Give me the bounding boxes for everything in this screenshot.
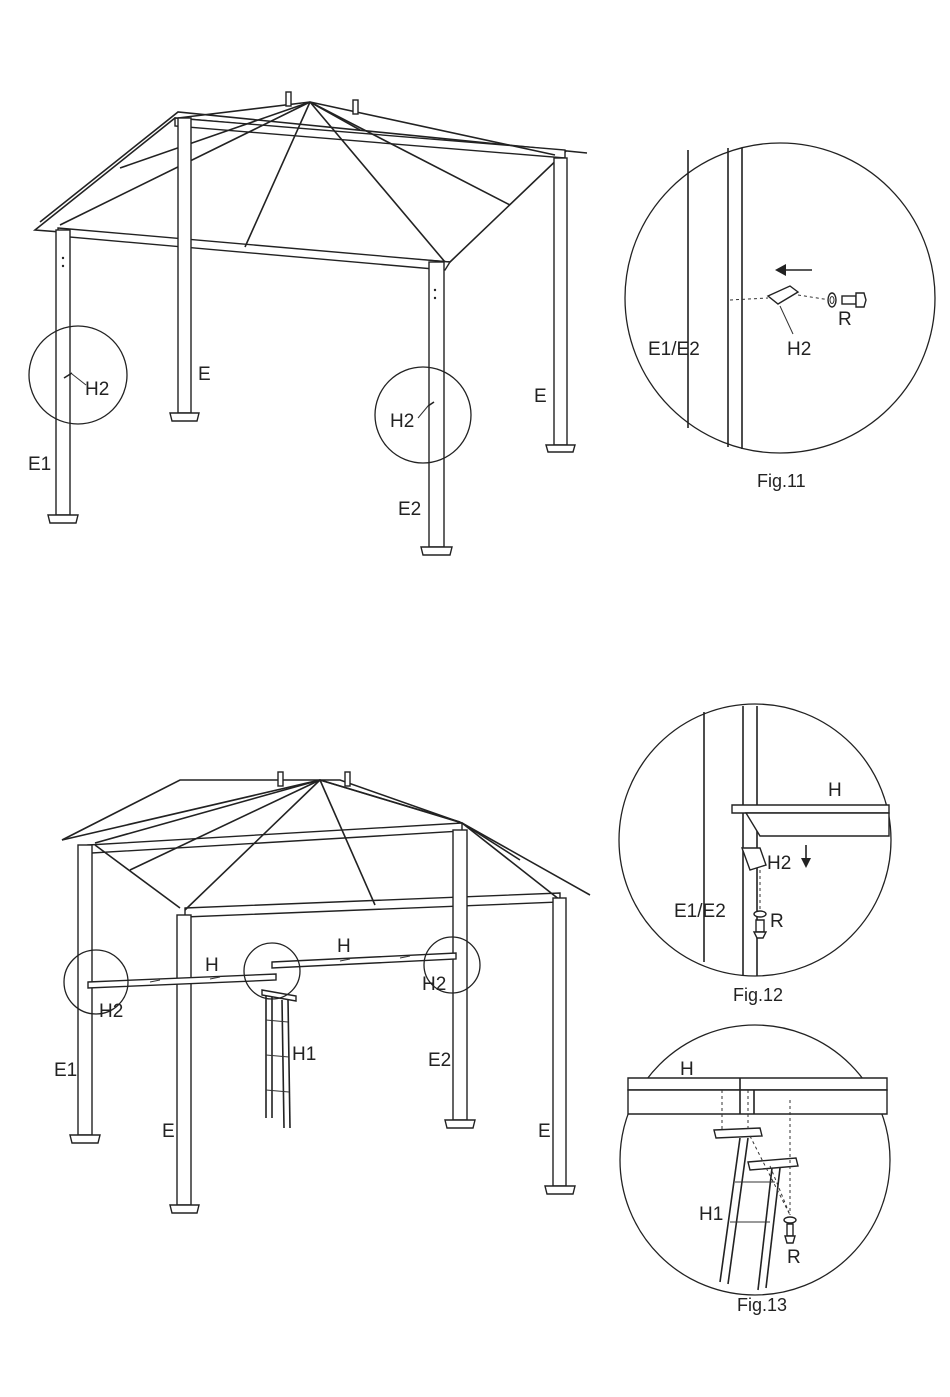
- label-e1e2-fig11: E1/E2: [648, 339, 700, 360]
- label-e1-top: E1: [28, 454, 52, 475]
- label-e-bottom-front: E: [162, 1121, 175, 1142]
- label-r-fig11: R: [838, 309, 852, 330]
- label-h2-bottom-right: H2: [422, 974, 447, 995]
- label-e-bottom-right: E: [538, 1121, 551, 1142]
- label-e1e2-fig12: E1/E2: [674, 901, 726, 922]
- label-e-top-back: E: [198, 364, 211, 385]
- label-h-fig12: H: [828, 780, 842, 801]
- label-h2-e2-top: H2: [390, 411, 415, 432]
- label-h2-fig12: H2: [767, 853, 792, 874]
- caption-fig11: Fig.11: [757, 471, 806, 491]
- caption-fig13: Fig.13: [737, 1295, 788, 1315]
- label-h-right-rail: H: [337, 936, 351, 957]
- label-h-left-rail: H: [205, 955, 219, 976]
- label-r-fig13: R: [787, 1247, 801, 1268]
- fig11-detail: [625, 143, 935, 453]
- gazebo-top: [29, 92, 587, 555]
- label-e1-bottom: E1: [54, 1060, 78, 1081]
- label-h1-fig13: H1: [699, 1204, 724, 1225]
- label-h1-bottom: H1: [292, 1044, 317, 1065]
- label-h2-bottom-left: H2: [99, 1001, 124, 1022]
- gazebo-bottom: [62, 772, 590, 1213]
- label-e2-top: E2: [398, 499, 422, 520]
- caption-fig12: Fig.12: [733, 985, 784, 1005]
- label-h-fig13: H: [680, 1059, 694, 1080]
- fig13-detail: [620, 1025, 890, 1295]
- label-h2-fig11: H2: [787, 339, 812, 360]
- label-h2-e1-top: H2: [85, 379, 110, 400]
- label-e-top-right: E: [534, 386, 547, 407]
- fig12-detail: [619, 704, 891, 976]
- callout-circle-e1: [29, 326, 127, 424]
- label-e2-bottom: E2: [428, 1050, 452, 1071]
- label-r-fig12: R: [770, 911, 784, 932]
